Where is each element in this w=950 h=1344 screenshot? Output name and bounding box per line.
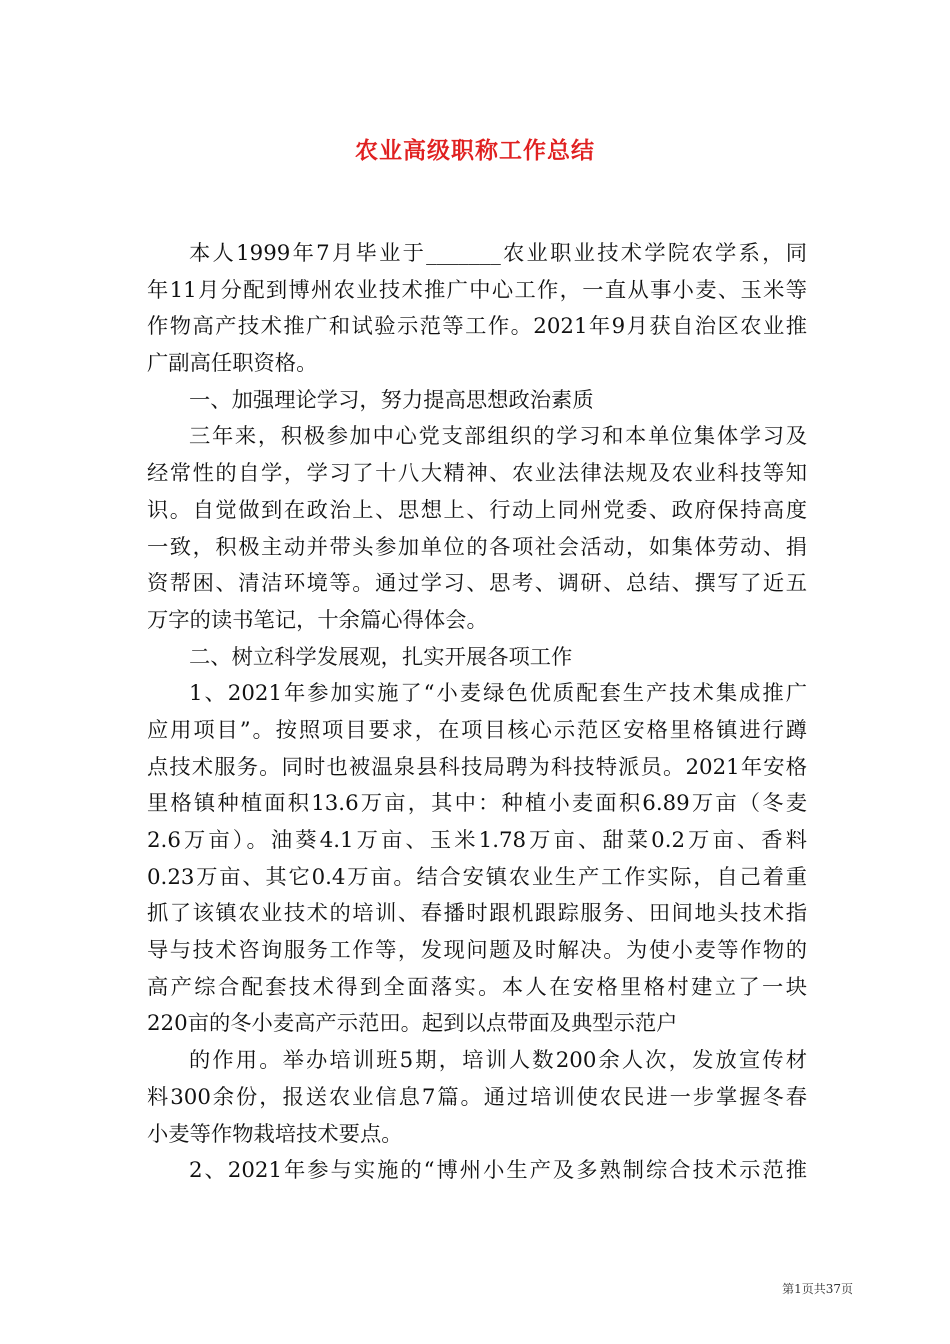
paragraph-line: 识。自觉做到在政治上、思想上、行动上同州党委、政府保持高度 — [147, 497, 807, 523]
paragraph-line: 里格镇种植面积13.6万亩，其中：种植小麦面积6.89万亩（冬麦 — [147, 791, 807, 817]
paragraph-line: 抓了该镇农业技术的培训、春播时跟机跟踪服务、田间地头技术指 — [147, 901, 807, 927]
section-heading: 一、加强理论学习，努力提高思想政治素质 — [189, 387, 594, 413]
section-heading: 二、树立科学发展观，扎实开展各项工作 — [189, 644, 573, 670]
paragraph-line: 广副高任职资格。 — [147, 351, 318, 377]
paragraph-line: 2、2021年参与实施的“博州小生产及多熟制综合技术示范推 — [189, 1158, 807, 1184]
paragraph-line: 年11月分配到博州农业技术推广中心工作，一直从事小麦、玉米等 — [147, 277, 807, 303]
document-body — [147, 236, 807, 1190]
page-number: 第1页共37页 — [782, 1282, 853, 1296]
document-title: 农业高级职称工作总结 — [355, 138, 595, 164]
paragraph-line: 2.6万亩）。油葵4.1万亩、玉米1.78万亩、甜菜0.2万亩、香料 — [147, 828, 807, 853]
paragraph-line: 一致，积极主动并带头参加单位的各项社会活动，如集体劳动、捐 — [147, 534, 807, 560]
paragraph-line: 料300余份，报送农业信息7篇。通过培训使农民进一步掌握冬春 — [147, 1084, 807, 1110]
paragraph-line: 高产综合配套技术得到全面落实。本人在安格里格村建立了一块 — [147, 974, 807, 1000]
paragraph-line: 小麦等作物栽培技术要点。 — [147, 1121, 403, 1147]
paragraph-line: 本人1999年7月毕业于_______农业职业技术学院农学系，同 — [189, 241, 807, 266]
paragraph-line: 作物高产技术推广和试验示范等工作。2021年9月获自治区农业推 — [147, 314, 807, 340]
paragraph-line: 资帮困、清洁环境等。通过学习、思考、调研、总结、撰写了近五 — [147, 571, 807, 597]
paragraph-line: 1、2021年参加实施了“小麦绿色优质配套生产技术集成推广 — [189, 681, 807, 707]
paragraph-line: 220亩的冬小麦高产示范田。起到以点带面及典型示范户 — [147, 1011, 678, 1037]
paragraph-line: 万字的读书笔记，十余篇心得体会。 — [147, 607, 488, 633]
paragraph-line: 应用项目”。按照项目要求，在项目核心示范区安格里格镇进行蹲 — [147, 717, 807, 743]
paragraph-line: 导与技术咨询服务工作等，发现问题及时解决。为使小麦等作物的 — [147, 938, 807, 964]
paragraph-line: 三年来，积极参加中心党支部组织的学习和本单位集体学习及 — [189, 424, 807, 450]
paragraph-line: 0.23万亩、其它0.4万亩。结合安镇农业生产工作实际，自己着重 — [147, 864, 807, 890]
paragraph-line: 点技术服务。同时也被温泉县科技局聘为科技特派员。2021年安格 — [147, 754, 807, 780]
paragraph-line: 经常性的自学，学习了十八大精神、农业法律法规及农业科技等知 — [147, 461, 807, 487]
paragraph-line: 的作用。举办培训班5期，培训人数200余人次，发放宣传材 — [189, 1048, 807, 1074]
